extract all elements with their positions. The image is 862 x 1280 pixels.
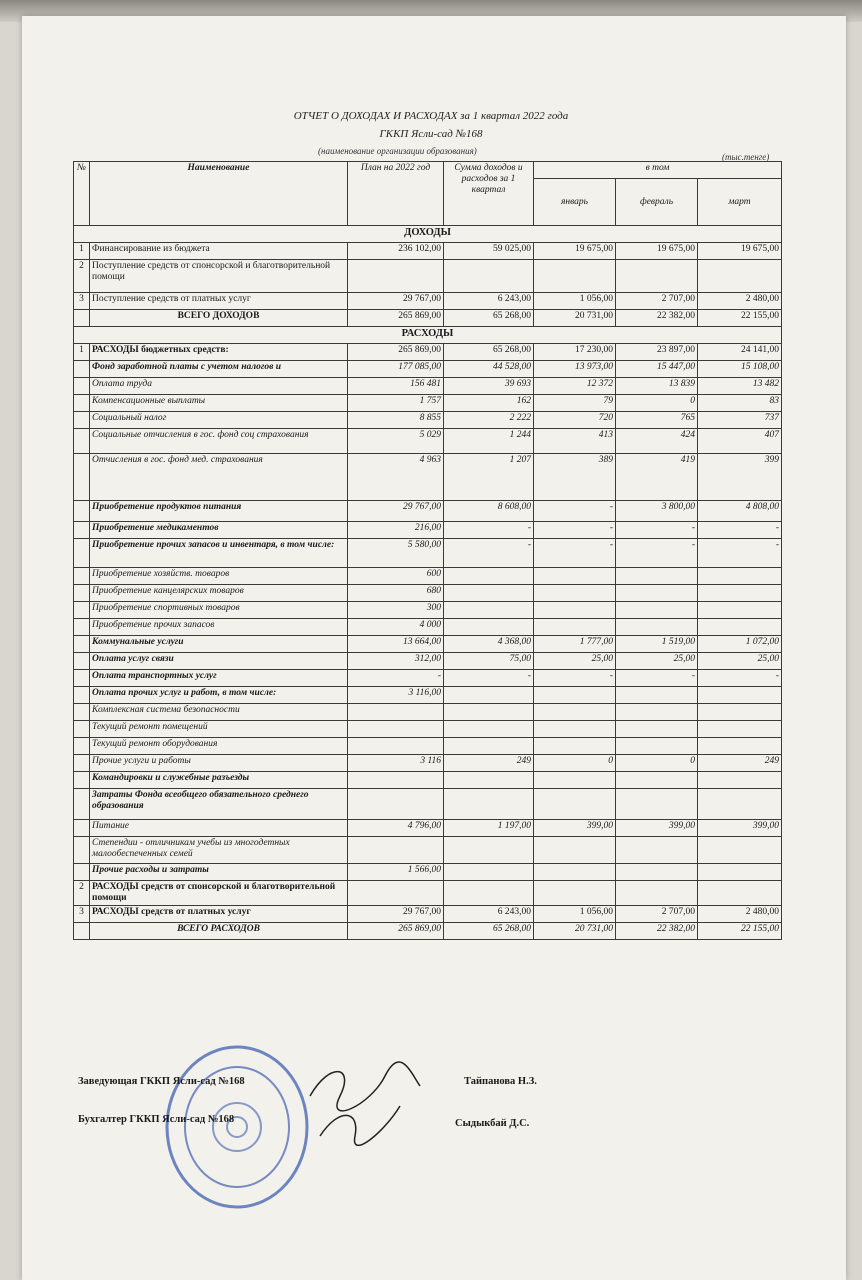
table-row [74,772,782,789]
table-row [74,412,782,429]
table-row [74,293,782,310]
cell-plan: 29 767,00 [348,501,444,522]
table-row [74,619,782,636]
cell-jan: 0 [534,755,616,772]
table-row [74,837,782,864]
cell-mar [698,585,782,602]
cell-mar [698,687,782,704]
table-row [74,395,782,412]
cell-mar: 737 [698,412,782,429]
cell-name: Комплексная система безопасности [90,704,348,721]
cell-name: ВСЕГО ДОХОДОВ [90,310,348,327]
organization-name: ГККП Ясли-сад №168 [379,128,483,140]
cell-sum [444,721,534,738]
table-row [74,670,782,687]
report-table [73,161,782,940]
cell-jan [534,602,616,619]
cell-mar: 2 480,00 [698,906,782,923]
cell-n [74,501,90,522]
cell-plan: 265 869,00 [348,344,444,361]
header-num: № [74,162,90,226]
cell-feb [616,619,698,636]
cell-feb: - [616,539,698,568]
cell-mar [698,568,782,585]
cell-plan [348,772,444,789]
cell-mar [698,864,782,881]
cell-jan [534,704,616,721]
cell-feb: 2 707,00 [616,906,698,923]
cell-mar: 13 482 [698,378,782,395]
cell-name: Фонд заработной платы с учетом налогов и [90,361,348,378]
cell-feb: 765 [616,412,698,429]
cell-sum: - [444,670,534,687]
cell-feb [616,721,698,738]
cell-n [74,539,90,568]
cell-plan: 312,00 [348,653,444,670]
cell-plan: 265 869,00 [348,310,444,327]
cell-name: Поступление средств от спонсорской и благотворительной помощи [90,260,348,293]
cell-sum: 4 368,00 [444,636,534,653]
cell-jan: 1 056,00 [534,906,616,923]
header-name: Наименование [90,162,348,226]
cell-mar: 22 155,00 [698,923,782,940]
table-row [74,310,782,327]
cell-mar [698,789,782,820]
cell-plan: 4 796,00 [348,820,444,837]
table-row [74,923,782,940]
cell-name: РАСХОДЫ бюджетных средств: [90,344,348,361]
cell-name: Прочие услуги и работы [90,755,348,772]
cell-sum: - [444,539,534,568]
table-row [74,704,782,721]
cell-jan: - [534,670,616,687]
cell-jan: 79 [534,395,616,412]
cell-mar [698,721,782,738]
cell-feb: 23 897,00 [616,344,698,361]
cell-jan [534,772,616,789]
cell-n: 3 [74,906,90,923]
cell-jan: 413 [534,429,616,454]
cell-n [74,361,90,378]
cell-jan: 17 230,00 [534,344,616,361]
cell-mar: 24 141,00 [698,344,782,361]
cell-sum [444,687,534,704]
cell-mar: 22 155,00 [698,310,782,327]
cell-name: Приобретение продуктов питания [90,501,348,522]
cell-plan [348,704,444,721]
table-row [74,501,782,522]
cell-feb: 399,00 [616,820,698,837]
organization-stamp [162,1042,312,1212]
cell-name: Оплата транспортных услуг [90,670,348,687]
cell-jan: 19 675,00 [534,243,616,260]
cell-sum [444,260,534,293]
cell-n [74,378,90,395]
table-row [74,522,782,539]
cell-mar: - [698,539,782,568]
cell-n: 1 [74,344,90,361]
cell-mar: 1 072,00 [698,636,782,653]
cell-mar: 25,00 [698,653,782,670]
cell-sum: 6 243,00 [444,906,534,923]
cell-jan [534,789,616,820]
cell-plan [348,837,444,864]
cell-jan [534,881,616,906]
header-mar: март [698,179,782,226]
cell-sum: 1 197,00 [444,820,534,837]
cell-sum: 2 222 [444,412,534,429]
cell-mar [698,738,782,755]
cell-n [74,522,90,539]
accountant-name: Сыдыкбай Д.С. [455,1118,530,1129]
cell-feb: 3 800,00 [616,501,698,522]
cell-sum [444,837,534,864]
table-row [74,243,782,260]
table-row [74,789,782,820]
cell-plan [348,260,444,293]
table-row [74,721,782,738]
header-plan: План на 2022 год [348,162,444,226]
cell-name: Текущий ремонт оборудования [90,738,348,755]
cell-plan: 3 116,00 [348,687,444,704]
cell-feb: 13 839 [616,378,698,395]
cell-jan: - [534,539,616,568]
cell-plan: 5 029 [348,429,444,454]
cell-n [74,864,90,881]
cell-plan: 236 102,00 [348,243,444,260]
cell-n [74,454,90,501]
cell-feb: - [616,522,698,539]
cell-sum: 75,00 [444,653,534,670]
cell-plan: 1 566,00 [348,864,444,881]
cell-plan: 3 116 [348,755,444,772]
cell-mar: 83 [698,395,782,412]
cell-feb: 419 [616,454,698,501]
cell-jan: - [534,501,616,522]
cell-feb: 22 382,00 [616,923,698,940]
cell-name: Текущий ремонт помещений [90,721,348,738]
cell-name: Коммунальные услуги [90,636,348,653]
cell-plan: 177 085,00 [348,361,444,378]
cell-sum [444,772,534,789]
cell-jan: 1 777,00 [534,636,616,653]
cell-jan [534,837,616,864]
cell-mar: 4 808,00 [698,501,782,522]
table-row [74,738,782,755]
cell-plan [348,881,444,906]
cell-mar: 19 675,00 [698,243,782,260]
cell-feb: 22 382,00 [616,310,698,327]
cell-name: Степендии - отличникам учебы из многодетных малообеспеченных семей [90,837,348,864]
cell-name: Приобретение прочих запасов [90,619,348,636]
section-expense [74,327,782,344]
cell-plan: 1 757 [348,395,444,412]
cell-n [74,568,90,585]
header-feb: февраль [616,179,698,226]
cell-plan: 4 963 [348,454,444,501]
cell-sum [444,568,534,585]
table-row [74,602,782,619]
cell-feb [616,881,698,906]
table-row [74,378,782,395]
cell-mar: 15 108,00 [698,361,782,378]
cell-n [74,602,90,619]
cell-feb: 25,00 [616,653,698,670]
cell-sum: 249 [444,755,534,772]
cell-feb [616,260,698,293]
cell-feb [616,687,698,704]
units-label: (тыс.тенге) [722,152,770,162]
cell-jan: 20 731,00 [534,310,616,327]
accountant-role: Бухгалтер ГККП Ясли-сад №168 [78,1114,235,1125]
cell-jan [534,864,616,881]
cell-jan [534,619,616,636]
header-incl: в том [534,162,782,179]
head-name: Тайпанова Н.З. [464,1076,537,1087]
cell-jan: 25,00 [534,653,616,670]
cell-n [74,820,90,837]
cell-sum: 162 [444,395,534,412]
cell-jan: 12 372 [534,378,616,395]
table-row [74,260,782,293]
cell-mar: 399 [698,454,782,501]
table-row [74,653,782,670]
cell-name: Командировки и служебные разъезды [90,772,348,789]
cell-name: Затраты Фонда всеобщего обязательного среднего образования [90,789,348,820]
cell-n [74,721,90,738]
cell-mar [698,619,782,636]
cell-sum: 1 207 [444,454,534,501]
cell-sum [444,704,534,721]
cell-n [74,670,90,687]
cell-n [74,585,90,602]
cell-plan: - [348,670,444,687]
cell-jan [534,568,616,585]
cell-n [74,704,90,721]
header-sum: Сумма доходов и расходов за 1 квартал [444,162,534,226]
cell-jan [534,260,616,293]
signatures-handwritten [300,1056,430,1146]
cell-mar: 407 [698,429,782,454]
cell-n [74,619,90,636]
cell-feb: 2 707,00 [616,293,698,310]
cell-mar: 2 480,00 [698,293,782,310]
cell-mar: - [698,670,782,687]
cell-sum: 65 268,00 [444,923,534,940]
cell-sum [444,789,534,820]
cell-name: Приобретение хозяйств. товаров [90,568,348,585]
cell-sum: 1 244 [444,429,534,454]
cell-n [74,395,90,412]
cell-n [74,755,90,772]
cell-n [74,429,90,454]
cell-mar [698,837,782,864]
cell-plan: 600 [348,568,444,585]
cell-name: Питание [90,820,348,837]
cell-plan: 156 481 [348,378,444,395]
cell-sum: 8 608,00 [444,501,534,522]
cell-plan: 13 664,00 [348,636,444,653]
cell-mar [698,704,782,721]
cell-n: 2 [74,260,90,293]
cell-plan: 8 855 [348,412,444,429]
table-row [74,361,782,378]
table-row [74,755,782,772]
table-row [74,539,782,568]
cell-feb [616,837,698,864]
cell-jan: 1 056,00 [534,293,616,310]
cell-sum: 59 025,00 [444,243,534,260]
cell-n [74,738,90,755]
cell-sum [444,738,534,755]
cell-n [74,636,90,653]
table-row [74,687,782,704]
organization-caption: (наименование организации образования) [318,146,477,156]
table-row [74,344,782,361]
cell-plan: 5 580,00 [348,539,444,568]
cell-plan [348,738,444,755]
cell-n [74,687,90,704]
cell-sum: 39 693 [444,378,534,395]
cell-jan: 20 731,00 [534,923,616,940]
cell-mar: - [698,522,782,539]
cell-name: Прочие расходы и затраты [90,864,348,881]
cell-feb: 19 675,00 [616,243,698,260]
cell-jan: - [534,522,616,539]
cell-feb: 1 519,00 [616,636,698,653]
table-row [74,568,782,585]
cell-mar [698,772,782,789]
cell-n [74,310,90,327]
table-row [74,820,782,837]
cell-n [74,837,90,864]
cell-plan: 4 000 [348,619,444,636]
cell-jan [534,738,616,755]
cell-sum [444,585,534,602]
section-expense-label: РАСХОДЫ [74,327,782,344]
cell-jan: 399,00 [534,820,616,837]
cell-plan: 216,00 [348,522,444,539]
cell-name: Приобретение прочих запасов и инвентаря, в том числе: [90,539,348,568]
cell-feb: 15 447,00 [616,361,698,378]
cell-name: ВСЕГО РАСХОДОВ [90,923,348,940]
table-row [74,906,782,923]
cell-sum: 44 528,00 [444,361,534,378]
cell-name: Отчисления в гос. фонд мед. страхования [90,454,348,501]
cell-name: Социальные отчисления в гос. фонд соц страхования [90,429,348,454]
header-jan: январь [534,179,616,226]
cell-name: Оплата труда [90,378,348,395]
cell-sum: 65 268,00 [444,310,534,327]
cell-mar [698,881,782,906]
table-row [74,864,782,881]
head-role: Заведующая ГККП Ясли-сад №168 [78,1076,245,1087]
cell-feb: 424 [616,429,698,454]
table-row [74,585,782,602]
cell-name: Компенсационные выплаты [90,395,348,412]
table-row [74,429,782,454]
cell-plan: 680 [348,585,444,602]
cell-n: 2 [74,881,90,906]
cell-feb: 0 [616,395,698,412]
cell-jan: 389 [534,454,616,501]
cell-feb [616,864,698,881]
table-row [74,454,782,501]
cell-n: 3 [74,293,90,310]
header-row-1 [74,162,782,179]
cell-n [74,772,90,789]
cell-plan [348,721,444,738]
cell-sum: 6 243,00 [444,293,534,310]
cell-plan: 300 [348,602,444,619]
cell-name: Оплата услуг связи [90,653,348,670]
table-row [74,881,782,906]
cell-name: РАСХОДЫ средств от спонсорской и благотворительной помощи [90,881,348,906]
cell-jan: 720 [534,412,616,429]
cell-plan [348,789,444,820]
cell-feb [616,789,698,820]
cell-sum: - [444,522,534,539]
report-title: ОТЧЕТ О ДОХОДАХ И РАСХОДАХ за 1 квартал 2022 года [293,110,569,122]
section-income [74,226,782,243]
cell-sum [444,864,534,881]
cell-n [74,412,90,429]
cell-n [74,789,90,820]
cell-name: Приобретение спортивных товаров [90,602,348,619]
cell-name: Приобретение канцелярских товаров [90,585,348,602]
cell-feb [616,602,698,619]
cell-jan [534,687,616,704]
cell-feb [616,738,698,755]
cell-feb [616,568,698,585]
cell-feb [616,772,698,789]
cell-name: Поступление средств от платных услуг [90,293,348,310]
cell-n [74,653,90,670]
cell-plan: 29 767,00 [348,906,444,923]
cell-name: Финансирование из бюджета [90,243,348,260]
cell-mar: 249 [698,755,782,772]
section-income-label: ДОХОДЫ [74,226,782,243]
cell-jan [534,721,616,738]
table-row [74,636,782,653]
cell-feb: 0 [616,755,698,772]
cell-feb: - [616,670,698,687]
cell-mar: 399,00 [698,820,782,837]
cell-sum [444,881,534,906]
cell-name: Оплата прочих услуг и работ, в том числе: [90,687,348,704]
cell-sum [444,602,534,619]
cell-feb [616,585,698,602]
cell-mar [698,260,782,293]
cell-name: Социальный налог [90,412,348,429]
cell-n: 1 [74,243,90,260]
cell-jan [534,585,616,602]
cell-feb [616,704,698,721]
cell-jan: 13 973,00 [534,361,616,378]
cell-plan: 29 767,00 [348,293,444,310]
cell-name: РАСХОДЫ средств от платных услуг [90,906,348,923]
cell-name: Приобретение медикаментов [90,522,348,539]
cell-sum: 65 268,00 [444,344,534,361]
cell-n [74,923,90,940]
cell-mar [698,602,782,619]
cell-plan: 265 869,00 [348,923,444,940]
cell-sum [444,619,534,636]
